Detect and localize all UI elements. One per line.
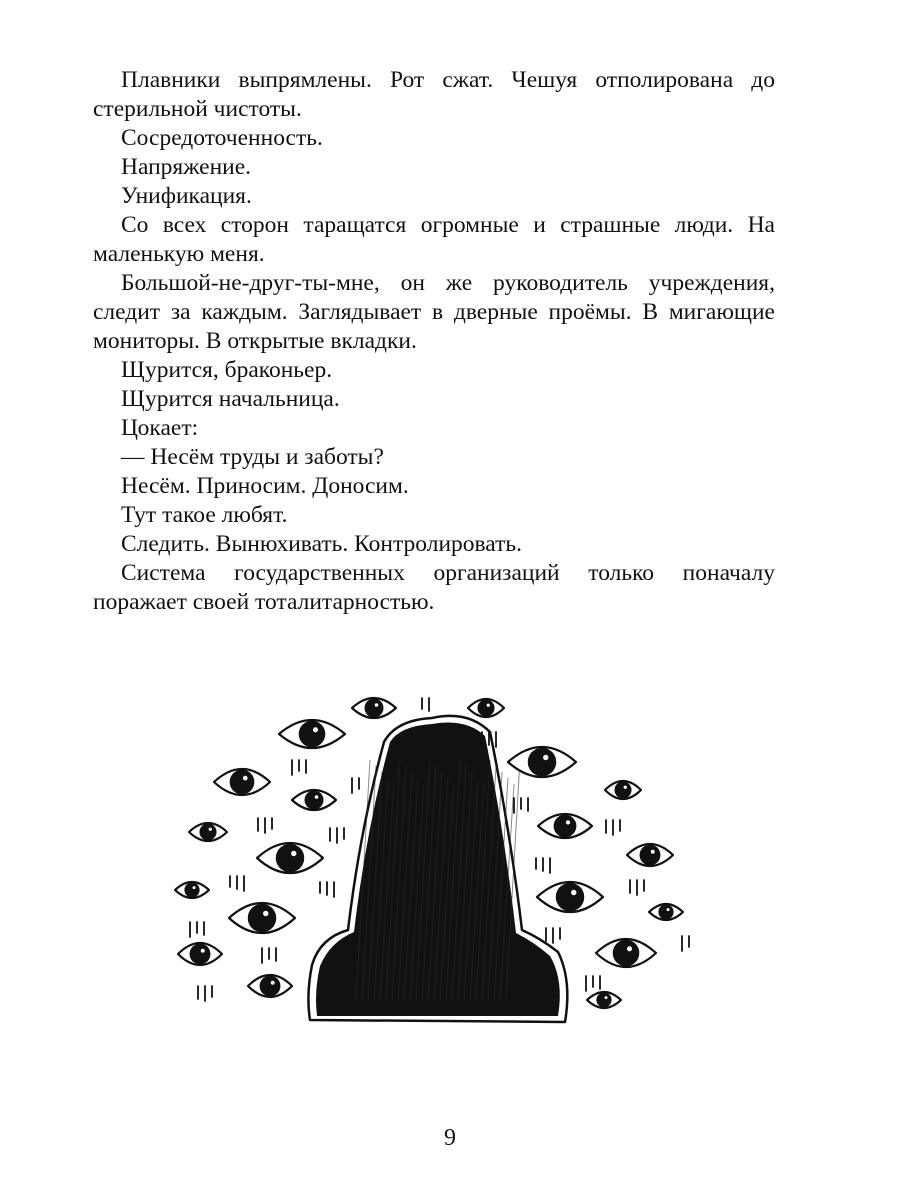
eye-icon bbox=[248, 975, 292, 997]
paragraph: Плавники выпрямлены. Рот сжат. Чешуя отполирована до стерильной чистоты. bbox=[93, 67, 775, 122]
eye-icon bbox=[189, 823, 227, 841]
eye-icon bbox=[508, 747, 576, 777]
tick-marks bbox=[230, 876, 244, 891]
eye-icon bbox=[257, 843, 323, 873]
tick-marks bbox=[262, 948, 276, 963]
paragraph: — Несём труды и заботы? bbox=[121, 444, 384, 470]
eye-icon bbox=[279, 720, 345, 748]
paragraph: Напряжение. bbox=[121, 154, 252, 180]
tick-marks bbox=[198, 986, 212, 1001]
tick-marks bbox=[258, 818, 272, 833]
eye-icon bbox=[468, 699, 504, 717]
eye-icon bbox=[587, 992, 621, 1008]
eye-icon bbox=[178, 943, 222, 965]
eye-icon bbox=[627, 844, 673, 866]
page-number: 9 bbox=[444, 1125, 456, 1151]
eye-icon bbox=[649, 904, 683, 920]
paragraph: Цокает: bbox=[121, 415, 199, 441]
tick-marks bbox=[682, 936, 689, 951]
paragraph: Унификация. bbox=[121, 183, 252, 209]
eye-icon bbox=[352, 698, 396, 718]
paragraph: Следить. Вынюхивать. Контролировать. bbox=[121, 531, 522, 557]
eye-icon bbox=[229, 903, 295, 933]
eye-icon bbox=[537, 882, 603, 912]
tick-marks bbox=[352, 778, 359, 793]
paragraph: Большой-не-друг-ты-мне, он же руководитель учреждения, следит за каждым. Заглядывает в дверные проёмы. В мигающие мониторы. В открытые вкладки. bbox=[93, 270, 775, 354]
paragraph: Система государственных организаций только поначалу поражает своей тоталитарностью. bbox=[93, 560, 775, 615]
tick-marks bbox=[606, 820, 620, 835]
paragraph: Щурится начальница. bbox=[121, 386, 340, 412]
hooded-figure-surrounded-by-eyes-icon bbox=[170, 680, 700, 1050]
tick-marks bbox=[514, 798, 528, 813]
paragraph: Сосредоточенность. bbox=[121, 125, 323, 151]
paragraph: Несём. Приносим. Доносим. bbox=[121, 473, 409, 499]
body-text bbox=[93, 66, 775, 617]
tick-marks bbox=[422, 698, 429, 711]
eye-icon bbox=[538, 814, 592, 838]
paragraph: Тут такое любят. bbox=[121, 502, 288, 528]
tick-marks bbox=[190, 922, 204, 937]
tick-marks bbox=[630, 880, 644, 895]
tick-marks bbox=[292, 760, 306, 775]
eye-icon bbox=[605, 781, 641, 799]
paragraph: Со всех сторон таращатся огромные и страшные люди. На маленькую меня. bbox=[93, 212, 775, 267]
paragraph: Щурится, браконьер. bbox=[121, 357, 333, 383]
eye-icon bbox=[175, 882, 209, 898]
tick-marks bbox=[330, 828, 344, 843]
eye-icon bbox=[214, 769, 270, 795]
eye-icon bbox=[596, 939, 656, 967]
tick-marks bbox=[320, 882, 334, 897]
tick-marks bbox=[586, 976, 600, 991]
tick-marks bbox=[546, 928, 560, 943]
tick-marks bbox=[536, 858, 550, 873]
eye-icon bbox=[292, 790, 336, 810]
